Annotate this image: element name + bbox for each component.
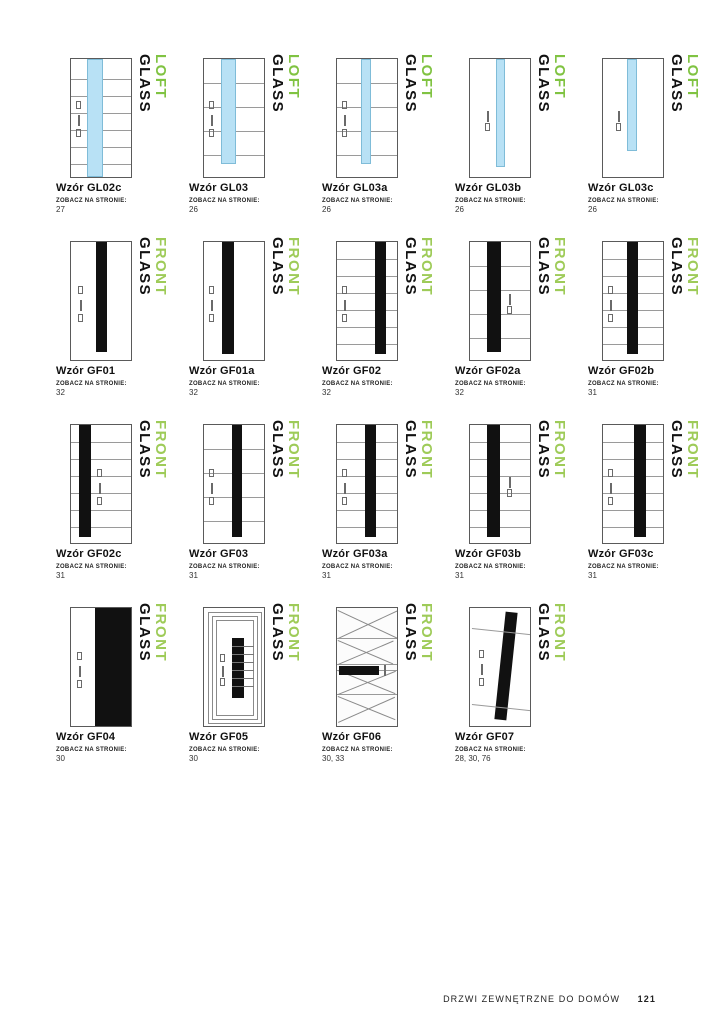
catalog-row (56, 414, 701, 580)
glass-panel (487, 242, 501, 352)
brand-glass-text: GLASS (402, 420, 419, 480)
door-lock-icon (77, 680, 82, 688)
door-lock-icon (97, 497, 102, 505)
door-handle-icon (608, 286, 613, 294)
item-title: Wzór GF03a (322, 548, 388, 560)
item-title: Wzór GF01a (189, 365, 255, 377)
glass-panel (361, 59, 371, 164)
door-handle-icon (99, 483, 101, 494)
door-figure (189, 231, 322, 363)
brand-sub-text: FRONT (152, 237, 169, 297)
door-handle-icon (342, 101, 347, 109)
catalog-item-gf06[interactable] (322, 597, 455, 763)
door-frame (70, 424, 132, 544)
catalog-item-gf02c[interactable] (56, 414, 189, 580)
brand-logo (131, 420, 171, 546)
catalog-item-gf03b[interactable] (455, 414, 588, 580)
door-handle-icon (209, 101, 214, 109)
door-handle-icon (97, 469, 102, 477)
door-lock-icon (616, 123, 621, 131)
door-handle-icon (344, 300, 346, 311)
door-figure (56, 597, 189, 729)
brand-glass-text: GLASS (668, 54, 685, 114)
see-on-page-value: 26 (588, 205, 597, 214)
see-on-page-value: 30, 33 (322, 754, 345, 763)
door-frame (336, 58, 398, 178)
caption (322, 182, 455, 214)
see-on-page-label: ZOBACZ NA STRONIE: (56, 564, 127, 570)
brand-glass-text: GLASS (136, 54, 153, 114)
brand-sub-text: FRONT (684, 237, 701, 297)
see-on-page-label: ZOBACZ NA STRONIE: (189, 381, 260, 387)
brand-sub-text: FRONT (152, 420, 169, 480)
door-frame (70, 58, 132, 178)
door-frame (469, 607, 531, 727)
catalog-item-gf05[interactable] (189, 597, 322, 763)
caption (588, 365, 712, 397)
door-figure (588, 414, 712, 546)
door-frame (602, 58, 664, 178)
brand-logo (530, 420, 570, 546)
item-title: Wzór GL02c (56, 182, 122, 194)
door-lock-icon (76, 129, 81, 137)
door-handle-icon (384, 665, 386, 676)
door-handle-icon (209, 286, 214, 294)
brand-sub-text: LOFT (285, 54, 302, 100)
door-handle-icon (220, 654, 225, 662)
see-on-page-label: ZOBACZ NA STRONIE: (189, 564, 260, 570)
door-figure (588, 48, 712, 180)
glass-panel (96, 242, 107, 352)
glass-panel (487, 425, 500, 537)
catalog-item-gl02c[interactable] (56, 48, 189, 214)
door-lock-icon (209, 129, 214, 137)
brand-logo (530, 237, 570, 363)
catalog-item-gf07[interactable] (455, 597, 588, 763)
see-on-page-label: ZOBACZ NA STRONIE: (56, 747, 127, 753)
catalog-item-gf02b[interactable] (588, 231, 712, 397)
see-on-page-label: ZOBACZ NA STRONIE: (455, 564, 526, 570)
door-handle-icon (80, 300, 82, 311)
door-handle-icon (610, 300, 612, 311)
item-title: Wzór GF02 (322, 365, 382, 377)
door-frame (336, 241, 398, 361)
see-on-page-label: ZOBACZ NA STRONIE: (56, 381, 127, 387)
see-on-page-value: 28, 30, 76 (455, 754, 491, 763)
see-on-page-label: ZOBACZ NA STRONIE: (588, 381, 659, 387)
door-frame (203, 241, 265, 361)
item-title: Wzór GL03b (455, 182, 522, 194)
door-handle-icon (77, 652, 82, 660)
caption (322, 365, 455, 397)
door-frame (469, 58, 531, 178)
door-frame (469, 424, 531, 544)
door-handle-icon (610, 483, 612, 494)
door-frame (203, 424, 265, 544)
caption (56, 182, 189, 214)
door-handle-icon (211, 483, 213, 494)
door-frame (336, 607, 398, 727)
door-handle-icon (76, 101, 81, 109)
brand-sub-text: FRONT (418, 603, 435, 663)
door-lock-icon (342, 497, 347, 505)
door-handle-icon (509, 294, 511, 305)
caption (56, 731, 189, 763)
door-figure (455, 414, 588, 546)
catalog-item-gf02[interactable] (322, 231, 455, 397)
caption (455, 365, 588, 397)
glass-panel (232, 425, 242, 537)
catalog-item-gf04[interactable] (56, 597, 189, 763)
brand-logo (397, 54, 437, 180)
see-on-page-value: 32 (322, 388, 331, 397)
door-handle-icon (79, 666, 81, 677)
door-handle-icon (211, 115, 213, 126)
door-handle-icon (509, 477, 511, 488)
brand-glass-text: GLASS (269, 237, 286, 297)
brand-logo (663, 237, 703, 363)
glass-panel (634, 425, 646, 537)
item-title: Wzór GF05 (189, 731, 249, 743)
brand-glass-text: GLASS (535, 237, 552, 297)
door-frame (602, 424, 664, 544)
glass-panel (339, 666, 379, 675)
glass-panel (222, 242, 234, 354)
brand-logo (131, 237, 171, 363)
caption (56, 365, 189, 397)
see-on-page-value: 32 (56, 388, 65, 397)
see-on-page-label: ZOBACZ NA STRONIE: (322, 198, 393, 204)
brand-sub-text: FRONT (152, 603, 169, 663)
glass-panel (87, 59, 103, 177)
see-on-page-value: 26 (455, 205, 464, 214)
door-handle-icon (344, 115, 346, 126)
door-lock-icon (608, 314, 613, 322)
see-on-page-label: ZOBACZ NA STRONIE: (322, 381, 393, 387)
brand-sub-text: FRONT (684, 420, 701, 480)
brand-glass-text: GLASS (269, 420, 286, 480)
door-handle-icon (481, 664, 483, 675)
see-on-page-value: 31 (189, 571, 198, 580)
see-on-page-label: ZOBACZ NA STRONIE: (588, 198, 659, 204)
glass-panel (95, 608, 132, 726)
brand-sub-text: FRONT (551, 603, 568, 663)
brand-glass-text: GLASS (402, 237, 419, 297)
see-on-page-label: ZOBACZ NA STRONIE: (189, 198, 260, 204)
page-number: 121 (637, 994, 656, 1004)
door-handle-icon (209, 469, 214, 477)
brand-logo (530, 54, 570, 180)
door-figure (322, 597, 455, 729)
door-frame (70, 607, 132, 727)
brand-sub-text: FRONT (418, 237, 435, 297)
caption (322, 548, 455, 580)
brand-logo (264, 420, 304, 546)
page-footer (443, 994, 656, 1004)
door-lock-icon (507, 306, 512, 314)
door-lock-icon (479, 678, 484, 686)
item-title: Wzór GL03c (588, 182, 654, 194)
caption (322, 731, 455, 763)
brand-logo (397, 420, 437, 546)
item-title: Wzór GF03c (588, 548, 654, 560)
door-lock-icon (209, 314, 214, 322)
item-title: Wzór GF06 (322, 731, 382, 743)
door-frame (203, 58, 265, 178)
item-title: Wzór GF04 (56, 731, 116, 743)
catalog-item-gf02a[interactable] (455, 231, 588, 397)
brand-logo (397, 237, 437, 363)
see-on-page-value: 31 (455, 571, 464, 580)
see-on-page-value: 31 (588, 388, 597, 397)
see-on-page-label: ZOBACZ NA STRONIE: (455, 198, 526, 204)
see-on-page-label: ZOBACZ NA STRONIE: (455, 747, 526, 753)
door-lock-icon (220, 678, 225, 686)
brand-glass-text: GLASS (535, 603, 552, 663)
door-frame (203, 607, 265, 727)
glass-panel (232, 638, 244, 698)
door-lock-icon (507, 489, 512, 497)
door-handle-icon (342, 286, 347, 294)
door-figure (455, 597, 588, 729)
door-figure (189, 48, 322, 180)
brand-glass-text: GLASS (136, 603, 153, 663)
catalog-item-gl03a[interactable] (322, 48, 455, 214)
door-handle-icon (222, 666, 224, 677)
item-title: Wzór GF02b (588, 365, 655, 377)
brand-logo (663, 54, 703, 180)
door-figure (189, 597, 322, 729)
item-title: Wzór GL03a (322, 182, 388, 194)
catalog-row (56, 231, 701, 397)
door-handle-icon (479, 650, 484, 658)
item-title: Wzór GF03 (189, 548, 249, 560)
door-figure (322, 414, 455, 546)
brand-glass-text: GLASS (668, 420, 685, 480)
door-lock-icon (342, 314, 347, 322)
see-on-page-value: 26 (189, 205, 198, 214)
glass-panel (221, 59, 236, 164)
brand-sub-text: FRONT (551, 237, 568, 297)
door-figure (322, 231, 455, 363)
door-frame (70, 241, 132, 361)
caption (189, 548, 322, 580)
item-title: Wzór GF02c (56, 548, 122, 560)
brand-glass-text: GLASS (668, 237, 685, 297)
see-on-page-value: 30 (56, 754, 65, 763)
brand-logo (264, 54, 304, 180)
brand-logo (530, 603, 570, 729)
caption (588, 182, 712, 214)
caption (189, 731, 322, 763)
caption (588, 548, 712, 580)
door-frame (336, 424, 398, 544)
door-handle-icon (344, 483, 346, 494)
brand-glass-text: GLASS (535, 54, 552, 114)
door-figure (455, 48, 588, 180)
catalog-item-gf03[interactable] (189, 414, 322, 580)
catalog-item-gl03b[interactable] (455, 48, 588, 214)
see-on-page-value: 31 (322, 571, 331, 580)
brand-sub-text: FRONT (285, 237, 302, 297)
glass-panel (79, 425, 91, 537)
brand-glass-text: GLASS (402, 603, 419, 663)
brand-glass-text: GLASS (402, 54, 419, 114)
door-handle-icon (78, 115, 80, 126)
catalog-item-gf03a[interactable] (322, 414, 455, 580)
door-handle-icon (342, 469, 347, 477)
see-on-page-label: ZOBACZ NA STRONIE: (189, 747, 260, 753)
glass-panel (627, 242, 638, 354)
brand-logo (131, 54, 171, 180)
glass-panel (375, 242, 386, 354)
caption (189, 182, 322, 214)
item-title: Wzór GF07 (455, 731, 515, 743)
see-on-page-value: 31 (588, 571, 597, 580)
door-frame (469, 241, 531, 361)
brand-sub-text: FRONT (418, 420, 435, 480)
door-handle-icon (211, 300, 213, 311)
brand-sub-text: FRONT (285, 420, 302, 480)
catalog-item-gl03[interactable] (189, 48, 322, 214)
caption (455, 548, 588, 580)
catalog-item-gl03c[interactable] (588, 48, 712, 214)
door-figure (189, 414, 322, 546)
door-figure (588, 231, 712, 363)
brand-sub-text: LOFT (152, 54, 169, 100)
see-on-page-value: 32 (189, 388, 198, 397)
caption (455, 182, 588, 214)
see-on-page-value: 30 (189, 754, 198, 763)
item-title: Wzór GF03b (455, 548, 522, 560)
see-on-page-value: 31 (56, 571, 65, 580)
door-figure (56, 48, 189, 180)
brand-logo (663, 420, 703, 546)
item-title: Wzór GF02a (455, 365, 521, 377)
door-lock-icon (209, 497, 214, 505)
brand-logo (264, 603, 304, 729)
glass-panel (494, 612, 517, 721)
see-on-page-label: ZOBACZ NA STRONIE: (322, 747, 393, 753)
see-on-page-value: 32 (455, 388, 464, 397)
footer-title: DRZWI ZEWNĘTRZNE DO DOMÓW (443, 994, 621, 1004)
see-on-page-label: ZOBACZ NA STRONIE: (56, 198, 127, 204)
glass-panel (365, 425, 376, 537)
door-lock-icon (608, 497, 613, 505)
door-lock-icon (78, 314, 83, 322)
catalog-item-gf01[interactable] (56, 231, 189, 397)
glass-panel (496, 59, 505, 167)
item-title: Wzór GL03 (189, 182, 249, 194)
caption (455, 731, 588, 763)
catalog-row (56, 48, 701, 214)
catalog-item-gf01a[interactable] (189, 231, 322, 397)
brand-glass-text: GLASS (535, 420, 552, 480)
brand-glass-text: GLASS (136, 237, 153, 297)
see-on-page-label: ZOBACZ NA STRONIE: (322, 564, 393, 570)
see-on-page-label: ZOBACZ NA STRONIE: (588, 564, 659, 570)
door-handle-icon (78, 286, 83, 294)
door-lock-icon (485, 123, 490, 131)
caption (56, 548, 189, 580)
brand-glass-text: GLASS (136, 420, 153, 480)
door-frame (602, 241, 664, 361)
brand-logo (264, 237, 304, 363)
brand-logo (131, 603, 171, 729)
door-catalog-grid (56, 48, 701, 780)
door-figure (455, 231, 588, 363)
brand-sub-text: LOFT (418, 54, 435, 100)
item-title: Wzór GF01 (56, 365, 116, 377)
see-on-page-value: 27 (56, 205, 65, 214)
catalog-item-gf03c[interactable] (588, 414, 712, 580)
door-handle-icon (487, 111, 489, 122)
brand-sub-text: LOFT (684, 54, 701, 100)
brand-sub-text: FRONT (285, 603, 302, 663)
caption (189, 365, 322, 397)
brand-logo (397, 603, 437, 729)
brand-glass-text: GLASS (269, 603, 286, 663)
door-figure (56, 414, 189, 546)
door-figure (56, 231, 189, 363)
door-handle-icon (618, 111, 620, 122)
door-handle-icon (608, 469, 613, 477)
door-figure (322, 48, 455, 180)
catalog-row (56, 597, 656, 763)
see-on-page-value: 26 (322, 205, 331, 214)
see-on-page-label: ZOBACZ NA STRONIE: (455, 381, 526, 387)
glass-panel (627, 59, 637, 151)
door-lock-icon (342, 129, 347, 137)
brand-glass-text: GLASS (269, 54, 286, 114)
brand-sub-text: FRONT (551, 420, 568, 480)
brand-sub-text: LOFT (551, 54, 568, 100)
